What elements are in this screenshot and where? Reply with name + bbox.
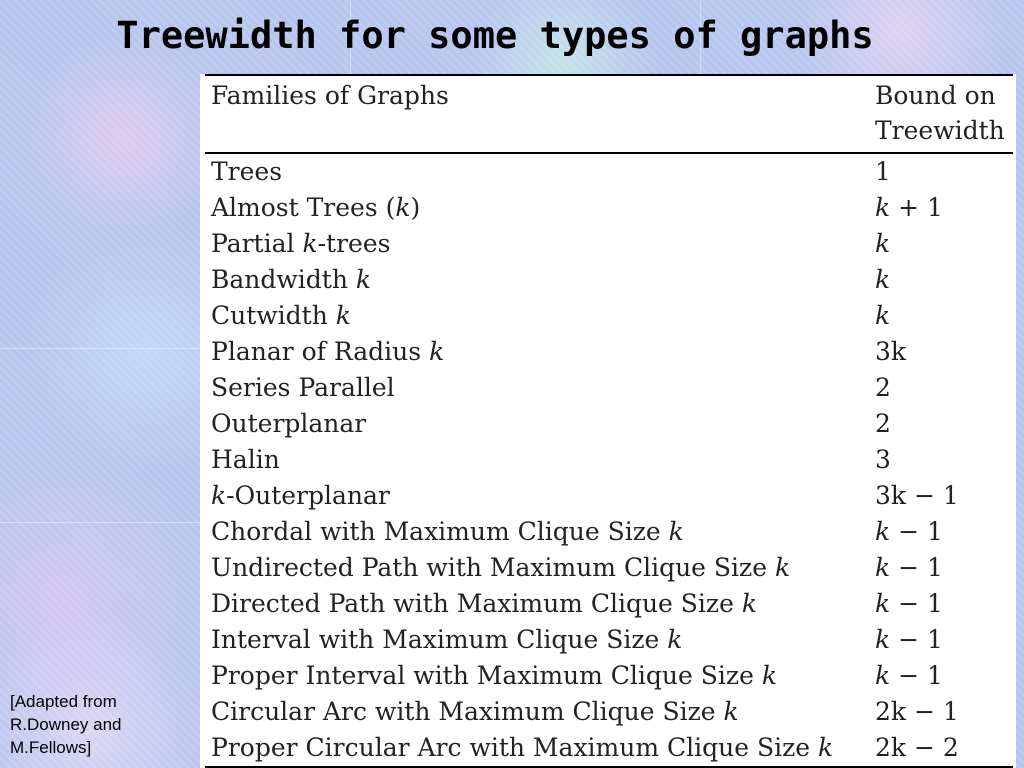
graph-family-cell: Halin <box>211 445 280 474</box>
treewidth-bound-cell: 3k <box>875 337 907 366</box>
graph-family-cell: Directed Path with Maximum Clique Size k <box>211 589 757 618</box>
treewidth-bound-cell: k − 1 <box>875 661 943 690</box>
table-row <box>205 730 1013 767</box>
treewidth-bound-cell: k − 1 <box>875 517 943 546</box>
table-body <box>205 153 1013 767</box>
graph-family-cell: Trees <box>211 157 283 186</box>
graph-family-cell: Almost Trees (k) <box>211 193 421 222</box>
treewidth-bound-cell: k − 1 <box>875 625 943 654</box>
graph-family-cell: Circular Arc with Maximum Clique Size k <box>211 697 739 726</box>
treewidth-bound-cell: k <box>875 265 891 294</box>
table-header-row <box>205 75 1013 153</box>
treewidth-bound-cell: 1 <box>875 157 891 186</box>
treewidth-bound-cell: 3k − 1 <box>875 481 959 510</box>
table-row <box>205 153 1013 190</box>
graph-family-cell: Cutwidth k <box>211 301 351 330</box>
treewidth-bound-cell: k <box>875 229 891 258</box>
header-families-of-graphs: Families of Graphs <box>211 81 449 110</box>
graph-family-cell: k-Outerplanar <box>211 481 390 510</box>
graph-family-cell: Outerplanar <box>211 409 367 438</box>
table-row <box>205 586 1013 622</box>
source-credit: [Adapted from R.Downey and M.Fellows] <box>10 692 122 757</box>
table-row <box>205 298 1013 334</box>
treewidth-table-panel <box>200 74 1016 768</box>
graph-family-cell: Series Parallel <box>211 373 395 402</box>
table-row <box>205 694 1013 730</box>
treewidth-bound-cell: 2 <box>875 409 891 438</box>
graph-family-cell: Interval with Maximum Clique Size k <box>211 625 683 654</box>
table-row <box>205 658 1013 694</box>
graph-family-cell: Planar of Radius k <box>211 337 445 366</box>
treewidth-bound-cell: 2k − 2 <box>875 733 959 762</box>
background-tile-line <box>0 522 200 523</box>
table-row <box>205 514 1013 550</box>
treewidth-bound-cell: 3 <box>875 445 891 474</box>
table-row <box>205 550 1013 586</box>
table-row <box>205 226 1013 262</box>
table-row <box>205 442 1013 478</box>
graph-family-cell: Proper Interval with Maximum Clique Size k <box>211 661 777 690</box>
treewidth-bound-cell: k <box>875 301 891 330</box>
treewidth-bound-cell: k − 1 <box>875 553 943 582</box>
table-row <box>205 190 1013 226</box>
table-row <box>205 406 1013 442</box>
treewidth-table <box>205 74 1013 768</box>
table-row <box>205 622 1013 658</box>
table-row <box>205 334 1013 370</box>
table-row <box>205 478 1013 514</box>
graph-family-cell: Partial k-trees <box>211 229 391 258</box>
treewidth-bound-cell: k + 1 <box>875 193 943 222</box>
graph-family-cell: Undirected Path with Maximum Clique Size k <box>211 553 791 582</box>
table-row <box>205 262 1013 298</box>
background-tile-line <box>0 348 200 349</box>
graph-family-cell: Proper Circular Arc with Maximum Clique Size k <box>211 733 834 762</box>
slide-title: Treewidth for some types of graphs <box>116 14 874 57</box>
treewidth-bound-cell: 2 <box>875 373 891 402</box>
graph-family-cell: Chordal with Maximum Clique Size k <box>211 517 684 546</box>
graph-family-cell: Bandwidth k <box>211 265 372 294</box>
treewidth-bound-cell: 2k − 1 <box>875 697 959 726</box>
header-bound-on-treewidth: Bound on Treewidth <box>875 81 1005 145</box>
table-row <box>205 370 1013 406</box>
treewidth-bound-cell: k − 1 <box>875 589 943 618</box>
